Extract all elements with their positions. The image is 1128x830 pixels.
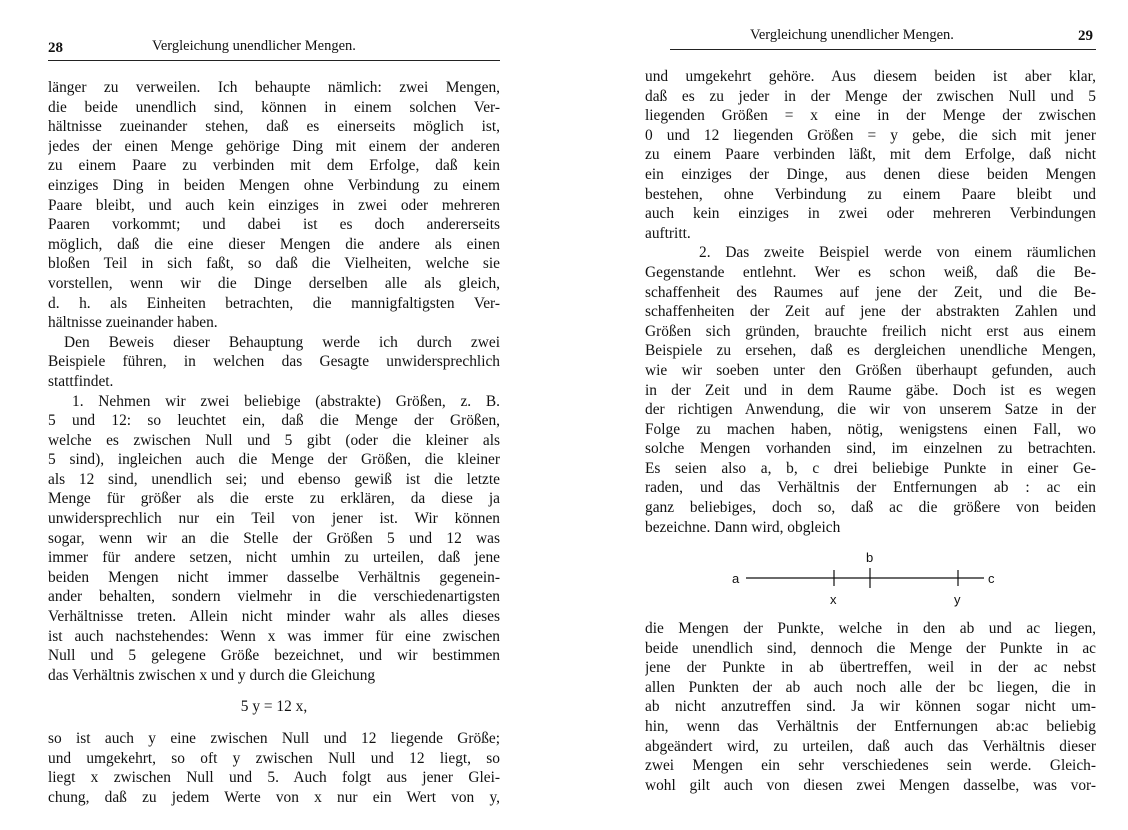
text-line: hältnisse zueinander stehen, daß es einerseits möglich ist, (48, 118, 500, 136)
text-line: abgeändert wird, zu urteilen, daß auch das Verhältnis dieser (645, 737, 1096, 755)
text-line: schaffenheiten der Zeit auf jene der abstrakten Zahlen und (645, 303, 1096, 321)
text-line: und umgekehrt gehöre. Aus diesem beiden ist aber klar, (645, 68, 1096, 85)
text-line: auftritt. (645, 224, 691, 242)
text-line: welche es zwischen Null und 5 gibt (oder die kleiner als (48, 431, 500, 449)
text-line: wohl gilt auch von diesen zwei Mengen dasselbe, was vor- (645, 776, 1096, 794)
text-line: unwidersprechlich nur ein Teil von jener ist. Wir können (48, 510, 500, 528)
text-line: Paaren vorkommt; und dabei ist es doch andererseits (48, 216, 500, 234)
text-line: Menge für größer als die erste zu erklären, da diese ja (48, 490, 500, 508)
text-line: vorstellen, wenn wir die Dinge derselben alle als gleich, (48, 274, 500, 292)
text-line: zwei Mengen ein sehr verschiedenes sein werde. Gleich- (645, 757, 1096, 775)
text-line: möglich, daß die eine dieser Mengen die andere als einen (48, 235, 500, 253)
text-line: jene der Punkte in ab übertreffen, weil in der ac nebst (645, 659, 1096, 677)
text-line: ist auch nachstehendes: Wenn x was immer für eine zwischen (48, 627, 500, 645)
text-line: raden, und das Verhältnis der Entfernungen ab : ac ein (645, 479, 1096, 497)
text-line: sogar, wenn wir an die Stelle der Größen 5 und 12 was (48, 529, 500, 547)
text-line: liegt x zwischen Null und 5. Auch folgt aus jener Glei- (48, 769, 500, 787)
text-line: auch kein einziges in zwei oder mehreren Verbindungen (645, 205, 1096, 223)
text-line: der richtigen Anwendung, die wir von unserem Satze in der (645, 401, 1096, 419)
text-line: jedes der einen Menge gehörige Ding mit einem der anderen (48, 137, 500, 155)
text-line: zu einem Paare verbinden läßt, mit dem Erfolge, daß nicht (645, 146, 1096, 164)
running-head: Vergleichung unendlicher Mengen. (750, 27, 954, 43)
right-page (600, 0, 1128, 830)
text-line: das Verhältnis zwischen x und y durch die Gleichung (48, 666, 376, 684)
text-line: länger zu verweilen. Ich behaupte nämlich: zwei Mengen, (48, 79, 500, 96)
page-number: 29 (1078, 28, 1093, 44)
text-line: stattfindet. (48, 372, 114, 390)
text-line: liegenden Größen = x eine in der Menge der zwischen (645, 107, 1096, 125)
text-line: 5 und 12: so leuchtet ein, daß die Menge der Größen, (48, 412, 500, 430)
text-line: 2. Das zweite Beispiel werde von einem räumlichen (699, 244, 1096, 262)
text-line: ein einziges der Dinge, aus denen diese beiden Mengen (645, 165, 1096, 183)
label-x: x (830, 592, 837, 607)
text-line: 1. Nehmen wir zwei beliebige (abstrakte) Größen, z. B. (72, 392, 500, 410)
text-line: hältnisse zueinander haben. (48, 314, 218, 332)
text-line: und umgekehrt, so oft y zwischen Null und 12 liegt, so (48, 749, 500, 767)
text-line: hin, wenn das Verhältnis der Entfernungen ab:ac beliebig (645, 717, 1096, 735)
text-line: solche Mengen vorhanden sind, im einzelnen zu betrachten. (645, 440, 1096, 458)
text-line: bloßen Teil in sich faßt, so daß die Vielheiten, welche sie (48, 255, 500, 273)
label-b: b (866, 550, 874, 565)
label-c: c (988, 571, 995, 586)
text-line: in der Zeit und in dem Raume gäbe. Doch ist es wegen (645, 381, 1096, 399)
text-line: Verhältnisse treten. Allein nicht minder wahr als alles dieses (48, 608, 500, 626)
running-head: Vergleichung unendlicher Mengen. (152, 38, 356, 54)
text-line: immer für andere setzen, nicht umhin zu urteilen, daß jene (48, 549, 500, 567)
text-line: ander behalten, sondern vielmehr in die verschiedenartigsten (48, 588, 500, 606)
text-line: Es seien also a, b, c drei beliebige Punkte in einer Ge- (645, 459, 1096, 477)
text-line: Beispiele zu ersehen, daß es dergleichen unendliche Mengen, (645, 342, 1096, 360)
text-line: Beispiele führen, in welchen das Gesagte unwidersprechlich (48, 353, 500, 371)
text-line: 5 sind), ingleichen auch die Menge der Größen, die kleiner (48, 451, 500, 469)
text-line: wie wir soeben unter den Größen überhaupt gefunden, auch (645, 361, 1096, 379)
right-text-body (645, 67, 1096, 537)
text-line: so ist auch y eine zwischen Null und 12 liegende Größe; (48, 730, 500, 747)
text-line: die Mengen der Punkte, welche in den ab und ac liegen, (645, 620, 1096, 637)
text-line: Gegenstande entlehnt. Wer es schon weiß, daß die Be- (645, 263, 1096, 281)
text-line: die beide unendlich sind, können in einem solchen Ver- (48, 98, 500, 116)
page-number: 28 (48, 40, 63, 56)
equation: 5 y = 12 x, (240, 698, 308, 716)
left-text-body (48, 78, 500, 807)
text-line: Null und 5 gelegene Größe bezeichnet, und wir bestimmen (48, 647, 500, 665)
text-line: allen Punkten der ab auch noch alle der bc liegen, die in (645, 678, 1096, 696)
text-line: als 12 sind, unendlich sei; und ebenso gewiß ist die letzte (48, 470, 500, 488)
left-page (0, 0, 540, 830)
text-line: Paare bleibt, und auch kein einziges in zwei oder mehreren (48, 196, 500, 214)
text-line: ganz beliebiges, doch so, daß ac die größere von beiden (645, 499, 1096, 517)
text-line: bestehen, ohne Verbindung zu einem Paare bleibt und (645, 185, 1096, 203)
header-rule (670, 49, 1096, 50)
label-y: y (954, 592, 961, 607)
header-rule (48, 60, 500, 61)
text-line: ab nicht anzutreffen sind. Ja wir können sogar nicht um- (645, 698, 1096, 716)
text-line: Größen sich gründen, brauchte freilich nicht erst aus einem (645, 322, 1096, 340)
text-line: daß es zu jeder in der Menge der zwischen Null und 5 (645, 87, 1096, 105)
text-line: Den Beweis dieser Behauptung werde ich durch zwei (64, 333, 500, 351)
text-line: 0 und 12 liegenden Größen = y gebe, die sich mit jener (645, 126, 1096, 144)
label-a: a (732, 571, 740, 586)
text-line: chung, daß zu jedem Werte von x nur ein Wert von y, (48, 788, 500, 806)
text-line: beiden Mengen nicht immer dasselbe Verhältnis gegenein- (48, 568, 500, 586)
text-line: Folge zu machen haben, nötig, wenigstens einen Fall, wo (645, 420, 1096, 438)
points-line-diagram (730, 548, 1010, 608)
text-line: d. h. als Einheiten betrachten, die mannigfaltigsten Ver- (48, 294, 500, 312)
right-text-body-continued (645, 619, 1096, 795)
text-line: bezeichne. Dann wird, obgleich (645, 518, 841, 536)
text-line: zu einem Paare zu verbinden mit dem Erfolge, daß kein (48, 157, 500, 175)
text-line: schaffenheit des Raumes auf jene der Zeit, und die Be- (645, 283, 1096, 301)
text-line: beide unendlich sind, dennoch die Menge der Punkte in ac (645, 639, 1096, 657)
text-line: einziges Ding in beiden Mengen ohne Verbindung zu einem (48, 176, 500, 194)
